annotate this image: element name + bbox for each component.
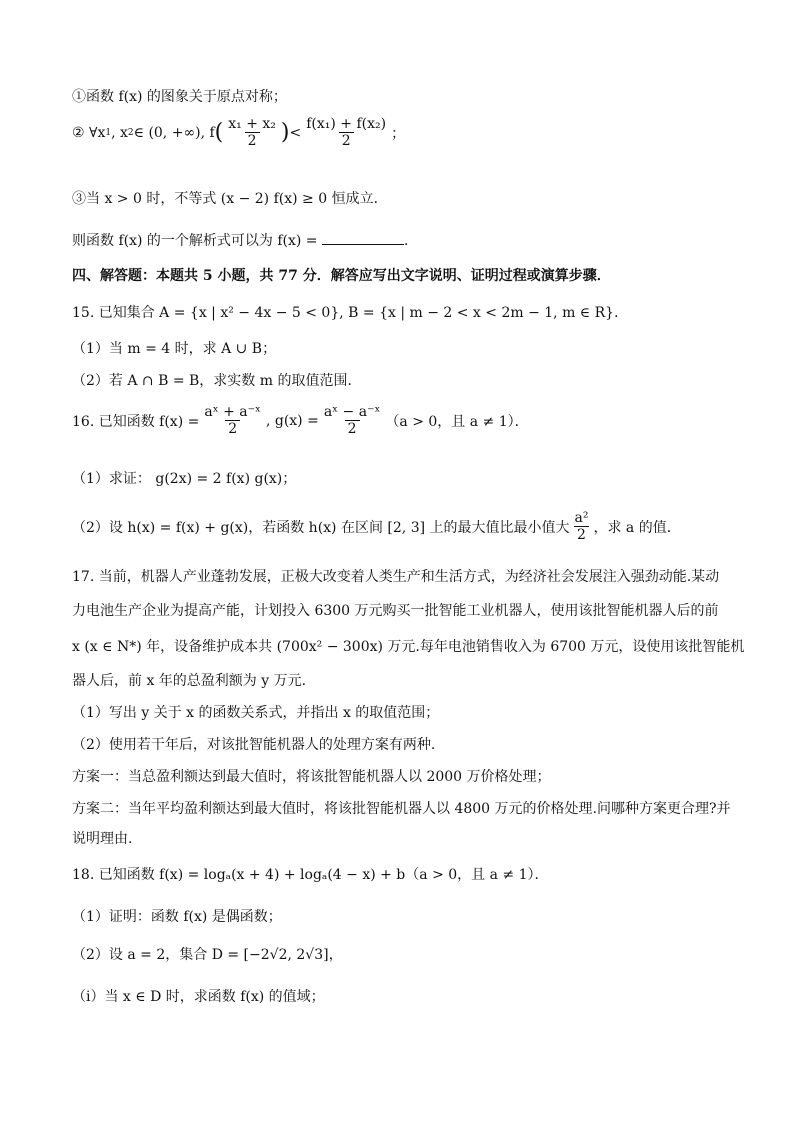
q17-plan-2-cont: 说明理由. <box>72 831 133 847</box>
q18-part-2: （2）设 a = 2，集合 D = [−2√2, 2√3]， <box>72 947 343 963</box>
q16-part-2-text: （2）设 h(x) = f(x) + g(x)，若函数 h(x) 在区间 [2, 3] 上的最大值比最小值大 <box>72 519 570 536</box>
condition-2-lt: < <box>289 124 302 141</box>
q16-part-1: （1）求证： g(2x) = 2 f(x) g(x)； <box>72 471 297 487</box>
condition-2-mid: , x <box>111 124 128 141</box>
q15-part-2: （2）若 A ∩ B = B，求实数 m 的取值范围． <box>72 373 362 389</box>
condition-1: ①函数 f(x) 的图象关于原点对称； <box>72 89 287 105</box>
q18-part-2-i: （i）当 x ∈ D 时，求函数 f(x) 的值域； <box>72 989 325 1005</box>
q16-part-2 <box>72 510 681 543</box>
q17-line-3: x (x ∈ N*) 年，设备维护成本共 (700x² − 300x) 万元.每年电池销售收入为 6700 万元，设使用该批智能机 <box>72 639 745 655</box>
condition-2: ② ∀x 1 , x 2 ∈ (0, +∞), f ( $\frac{\text{x₁ + x₂}}{2}$ ) < $\frac{\text{f(x₁) + f(x₂)}}{2}$ ； <box>72 116 406 149</box>
condition-2-arg-fraction <box>225 116 279 149</box>
q16-stem-text: （a > 0，且 a ≠ 1）． <box>385 413 529 430</box>
fraction-numerator: f(x₁) + f(x₂) <box>306 116 387 132</box>
q17-line-4: 器人后，前 x 年的总盈利额为 y 万元. <box>72 673 307 689</box>
condition-3: ③当 x > 0 时，不等式 (x − 2) f(x) ≥ 0 恒成立． <box>72 191 388 207</box>
fill-in-question <box>72 230 418 250</box>
q15-stem: 15. 已知集合 A = {x | x² − 4x − 5 < 0}, B = {x | m − 2 < x < 2m − 1, m ∈ R}． <box>72 305 629 321</box>
fill-in-text: 则函数 f(x) 的一个解析式可以为 f(x) = <box>72 233 322 249</box>
q16-g-fraction <box>321 404 384 437</box>
condition-2-prefix: ② ∀x <box>72 124 106 141</box>
q15-part-1: （1）当 m = 4 时，求 A ∪ B； <box>72 341 277 357</box>
q17-line-2: 力电池生产企业为提高产能，计划投入 6300 万元购买一批智能工业机器人，使用该批智能机器人后的前 <box>72 603 719 619</box>
q17-part-2: （2）使用若干年后，对该批智能机器人的处理方案有两种. <box>72 737 436 753</box>
answer-blank <box>322 232 404 245</box>
fraction-denominator: 2 <box>345 420 360 437</box>
condition-2-domain: ∈ (0, +∞), f <box>133 124 215 141</box>
q16-stem-text: , g(x) = <box>265 412 319 429</box>
q18-stem: 18. 已知函数 f(x) = logₐ(x + 4) + logₐ(4 − x) + b（a > 0，且 a ≠ 1）． <box>72 867 549 883</box>
q16-part-2-fraction <box>572 510 592 543</box>
fraction-denominator: 2 <box>339 132 354 149</box>
q18-part-1: （1）证明：函数 f(x) 是偶函数； <box>72 909 282 925</box>
q16-stem <box>72 404 529 437</box>
fraction-numerator: a² <box>574 510 589 526</box>
q17-part-1: （1）写出 y 关于 x 的函数关系式，并指出 x 的取值范围； <box>72 705 440 721</box>
q16-part-2-text: ，求 a 的值． <box>593 519 681 536</box>
fraction-denominator: 2 <box>574 526 589 543</box>
fraction-numerator: aˣ − a⁻ˣ <box>323 404 381 420</box>
fraction-denominator: 2 <box>245 132 260 149</box>
q17-line-1: 17. 当前，机器人产业蓬勃发展，正极大改变着人类生产和生活方式，为经济社会发展注入强劲动能.某动 <box>72 569 720 585</box>
condition-2-end: ； <box>391 125 406 142</box>
fraction-numerator: aˣ + a⁻ˣ <box>204 404 261 420</box>
fraction-numerator: x₁ + x₂ <box>228 116 276 132</box>
q16-stem-text: 16. 已知函数 f(x) = <box>72 413 200 430</box>
condition-2-rhs-fraction <box>303 116 389 149</box>
fraction-denominator: 2 <box>225 420 240 437</box>
section-heading: 四、解答题：本题共 5 小题，共 77 分．解答应写出文字说明、证明过程或演算步骤． <box>72 268 611 284</box>
fill-in-end: ． <box>403 233 418 249</box>
q17-plan-1: 方案一：当总盈利额达到最大值时，将该批智能机器人以 2000 万价格处理； <box>72 769 551 785</box>
q16-f-fraction <box>201 404 264 437</box>
q17-plan-2: 方案二：当年平均盈利额达到最大值时，将该批智能机器人以 4800 万元的价格处理.问哪种方案更合理?并 <box>72 801 731 817</box>
